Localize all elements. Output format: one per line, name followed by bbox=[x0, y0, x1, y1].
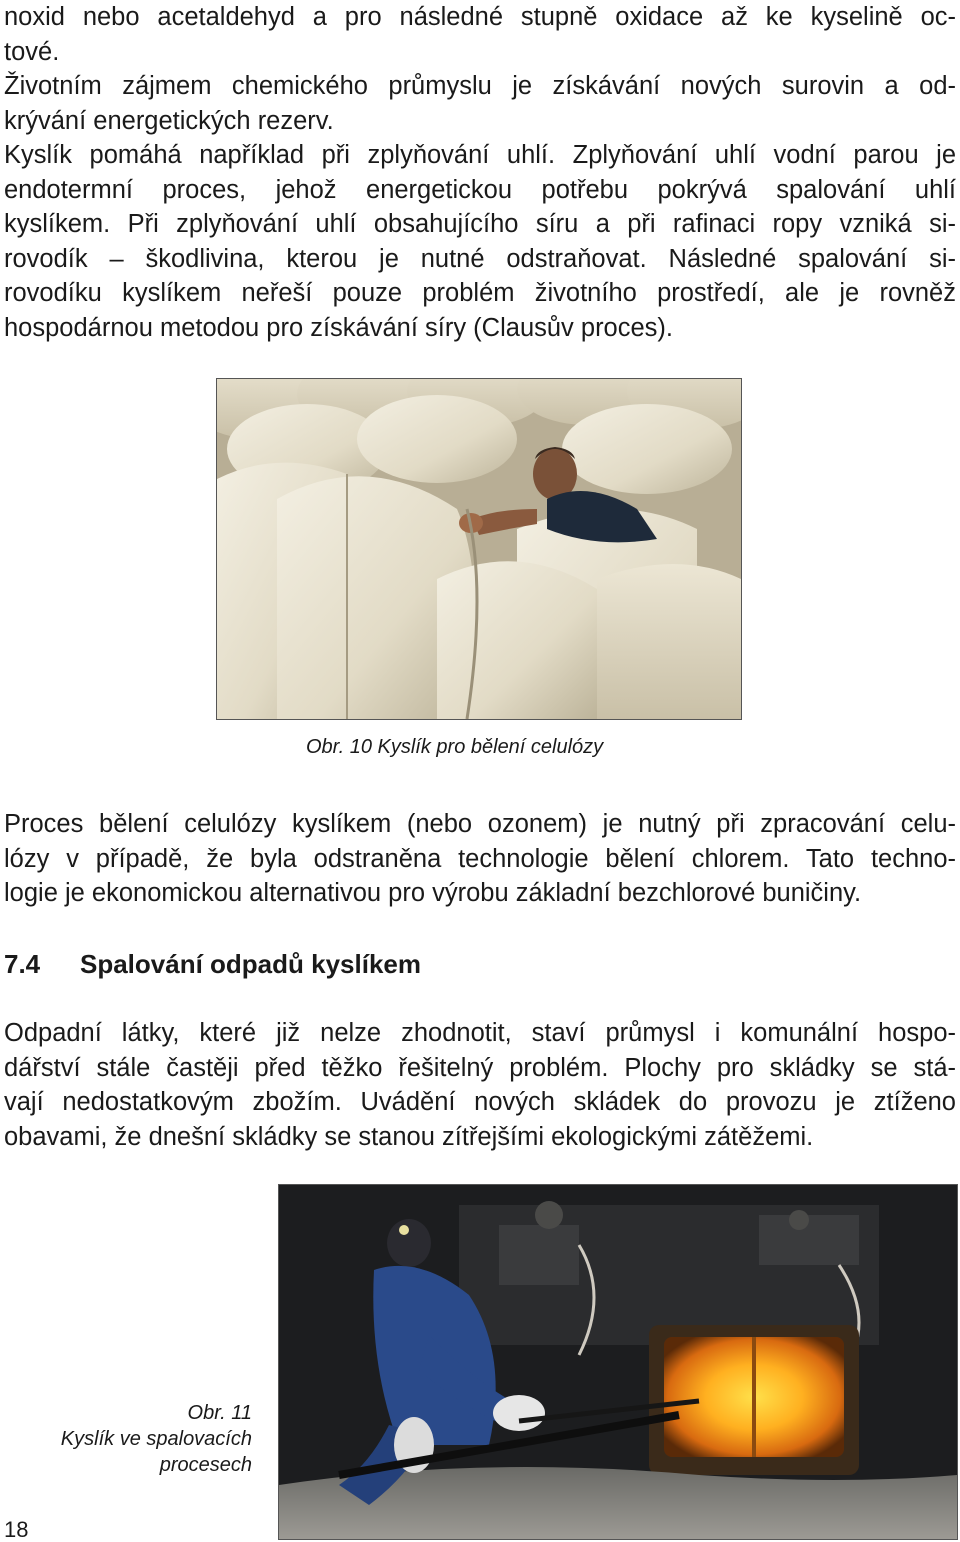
caption-line: procesech bbox=[159, 1454, 252, 1476]
text-line: rovodíku kyslíkem neřeší pouze problém životního prostředí, ale je rovněž bbox=[4, 279, 956, 307]
text-line: tové. bbox=[4, 37, 60, 66]
figure-10-caption: Obr. 10 Kyslík pro bělení celulózy bbox=[306, 736, 604, 758]
furnace-photo bbox=[278, 1184, 958, 1540]
page-number: 18 bbox=[4, 1517, 29, 1542]
waste-paragraph bbox=[4, 1016, 956, 1154]
section-title: Spalování odpadů kyslíkem bbox=[80, 949, 421, 979]
paper-rolls-photo bbox=[216, 378, 742, 720]
text-line: Životním zájmem chemického průmyslu je získávání nových surovin a od- bbox=[4, 72, 956, 100]
text-line: krývání energetických rezerv. bbox=[4, 106, 334, 135]
text-line: lózy v případě, že byla odstraněna technologie bělení chlorem. Tato techno- bbox=[4, 844, 956, 873]
text-line: dářství stále častěji před těžko řešitelný problém. Plochy pro skládky se stá- bbox=[4, 1053, 956, 1082]
text-line: obavami, že dnešní skládky se stanou zítřejšími ekologickými zátěžemi. bbox=[4, 1122, 814, 1151]
paper-rolls-illustration bbox=[217, 379, 741, 719]
section-heading bbox=[4, 944, 421, 984]
text-line: rovodík – škodlivina, kterou je nutné odstraňovat. Následné spalování si- bbox=[4, 244, 956, 273]
text-line: kyslíkem. Při zplyňování uhlí obsahujícího síru a při rafinaci ropy vzniká si- bbox=[4, 210, 956, 238]
text-line: Kyslík pomáhá například při zplyňování uhlí. Zplyňování uhlí vodní parou je bbox=[4, 141, 956, 169]
text-line: Odpadní látky, které již nelze zhodnotit, staví průmysl i komunální hospo- bbox=[4, 1019, 956, 1047]
section-number: 7.4 bbox=[4, 949, 41, 979]
furnace-illustration bbox=[279, 1185, 957, 1539]
text-line: vají nedostatkovým zbožím. Uvádění nových skládek do provozu je ztíženo bbox=[4, 1088, 956, 1116]
text-line: hospodárnou metodou pro získávání síry (Clausův proces). bbox=[4, 313, 674, 342]
text-line: Proces bělení celulózy kyslíkem (nebo ozonem) je nutný při zpracování celu- bbox=[4, 810, 956, 838]
figure-11-caption bbox=[0, 1400, 252, 1478]
text-line: logie je ekonomickou alternativou pro výrobu základní bezchlorové buničiny. bbox=[4, 879, 862, 907]
caption-line: Kyslík ve spalovacích bbox=[60, 1428, 252, 1450]
caption-line: Obr. 11 bbox=[187, 1402, 252, 1424]
intro-paragraph bbox=[4, 0, 956, 345]
bleaching-paragraph bbox=[4, 807, 956, 911]
text-line: endotermní proces, jehož energetickou potřebu pokrývá spalování uhlí bbox=[4, 175, 956, 204]
text-line: noxid nebo acetaldehyd a pro následné stupně oxidace až ke kyselině oc- bbox=[4, 3, 956, 31]
